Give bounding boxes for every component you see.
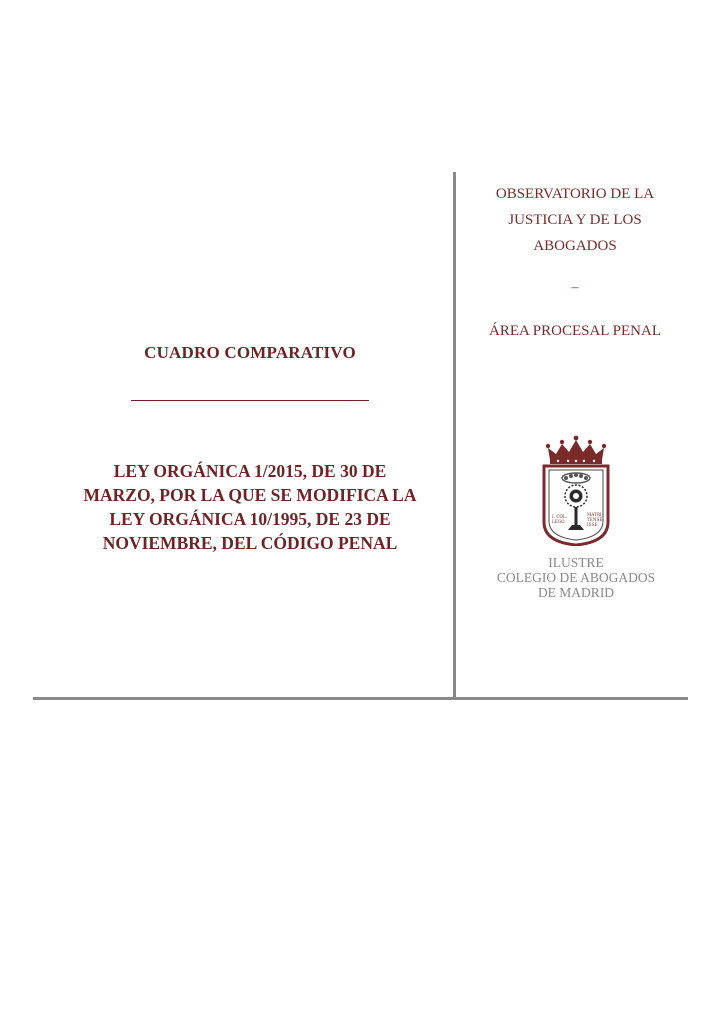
crest-text-3: MATRI [587,512,602,517]
area-label: ÁREA PROCESAL PENAL [489,323,661,339]
institution-line-1: ILUSTRE [548,555,604,570]
section-separator: – [571,280,579,295]
observatorio-line-3: ABOGADOS [533,238,617,254]
observatorio-line-1: OBSERVATORIO DE LA [495,186,655,202]
observatorio-line-2: JUSTICIA Y DE LOS [508,212,642,228]
law-title-line-4: NOVIEMBRE, DEL CÓDIGO PENAL [102,533,398,553]
institution-line-2: COLEGIO DE ABOGADOS [496,570,656,585]
icam-crest-logo [538,434,614,546]
law-title-line-3: LEY ORGÁNICA 10/1995, DE 23 DE [109,509,391,529]
title-underline [131,400,369,401]
crest-text-2: LEGO [552,519,565,524]
law-title-line-2: MARZO, POR LA QUE SE MODIFICA LA [83,485,417,505]
crown-icon [546,436,606,464]
institution-line-3: DE MADRID [537,585,615,600]
vertical-divider [453,172,456,698]
law-title-line-1: LEY ORGÁNICA 1/2015, DE 30 DE [113,461,387,481]
institution-name [476,555,676,600]
document-title: CUADRO COMPARATIVO [144,343,356,362]
crest-text-1: I. COL. [552,514,568,519]
observatorio-heading [470,181,680,259]
law-title [60,459,440,555]
shield-icon [544,466,608,545]
horizontal-divider [33,697,688,700]
crest-text-5: ISSE [587,522,598,527]
crest-text-4: TENSE [587,517,603,522]
